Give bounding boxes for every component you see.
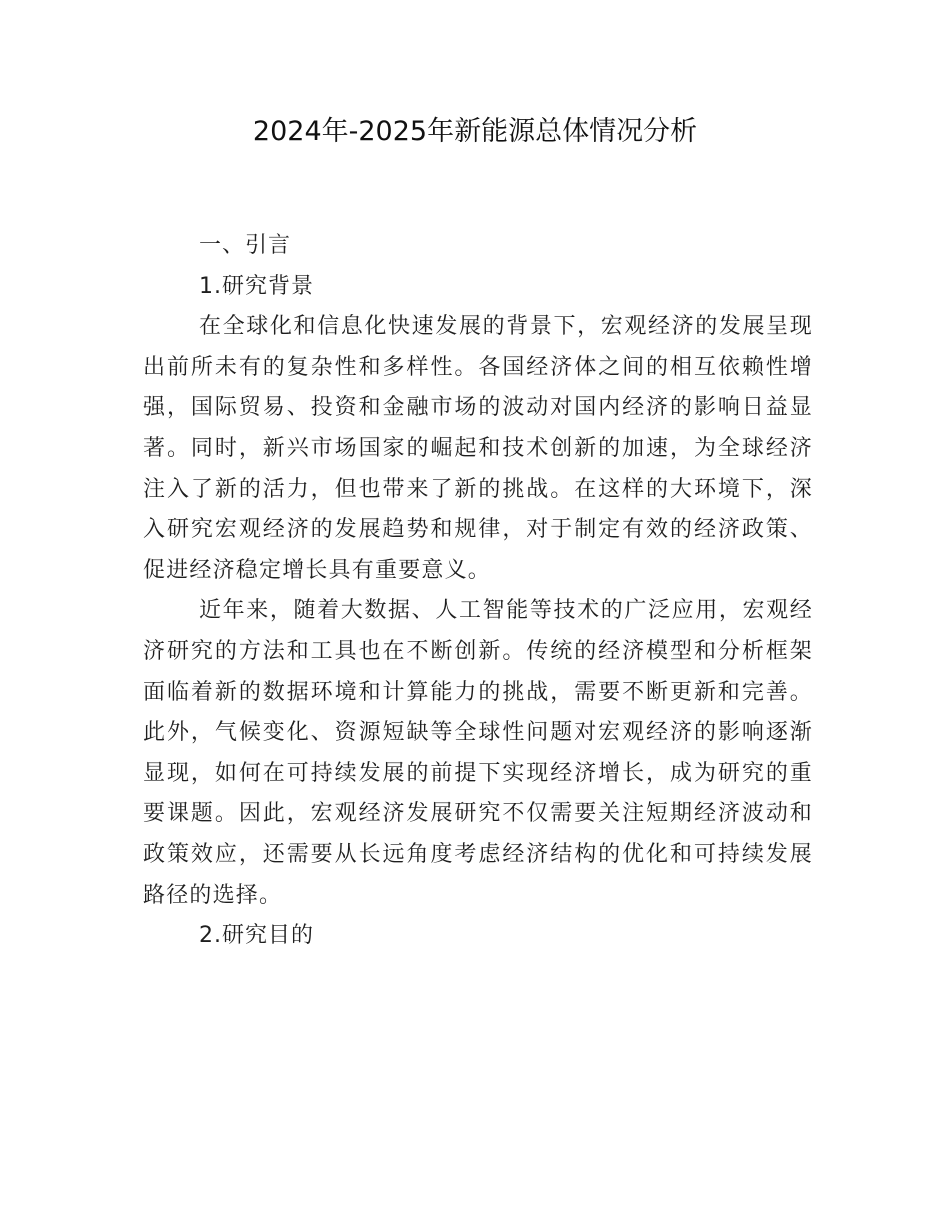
document-title: 2024年-2025年新能源总体情况分析 xyxy=(252,116,698,147)
document-body xyxy=(143,226,813,957)
paragraph-background-1: 在全球化和信息化快速发展的背景下，宏观经济的发展呈现出前所未有的复杂性和多样性。各国经济体之间的相互依赖性增强，国际贸易、投资和金融市场的波动对国内经济的影响日益显著。同时，新兴市场国家的崛起和技术创新的加速，为全球经济注入了新的活力，但也带来了新的挑战。在这样的大环境下，深入研究宏观经济的发展趋势和规律，对于制定有效的经济政策、促进经济稳定增长具有重要意义。 xyxy=(143,314,813,583)
subsection-heading-research-purpose: 2.研究目的 xyxy=(199,923,314,949)
subsection-heading-research-background: 1.研究背景 xyxy=(199,273,314,299)
section-heading-introduction: 一、引言 xyxy=(199,233,292,258)
paragraph-background-2: 近年来，随着大数据、人工智能等技术的广泛应用，宏观经济研究的方法和工具也在不断创新。传统的经济模型和分析框架面临着新的数据环境和计算能力的挑战，需要不断更新和完善。此外，气候变化、资源短缺等全球性问题对宏观经济的影响逐渐显现，如何在可持续发展的前提下实现经济增长，成为研究的重要课题。因此，宏观经济发展研究不仅需要关注短期经济波动和政策效应，还需要从长远角度考虑经济结构的优化和可持续发展路径的选择。 xyxy=(143,598,813,908)
